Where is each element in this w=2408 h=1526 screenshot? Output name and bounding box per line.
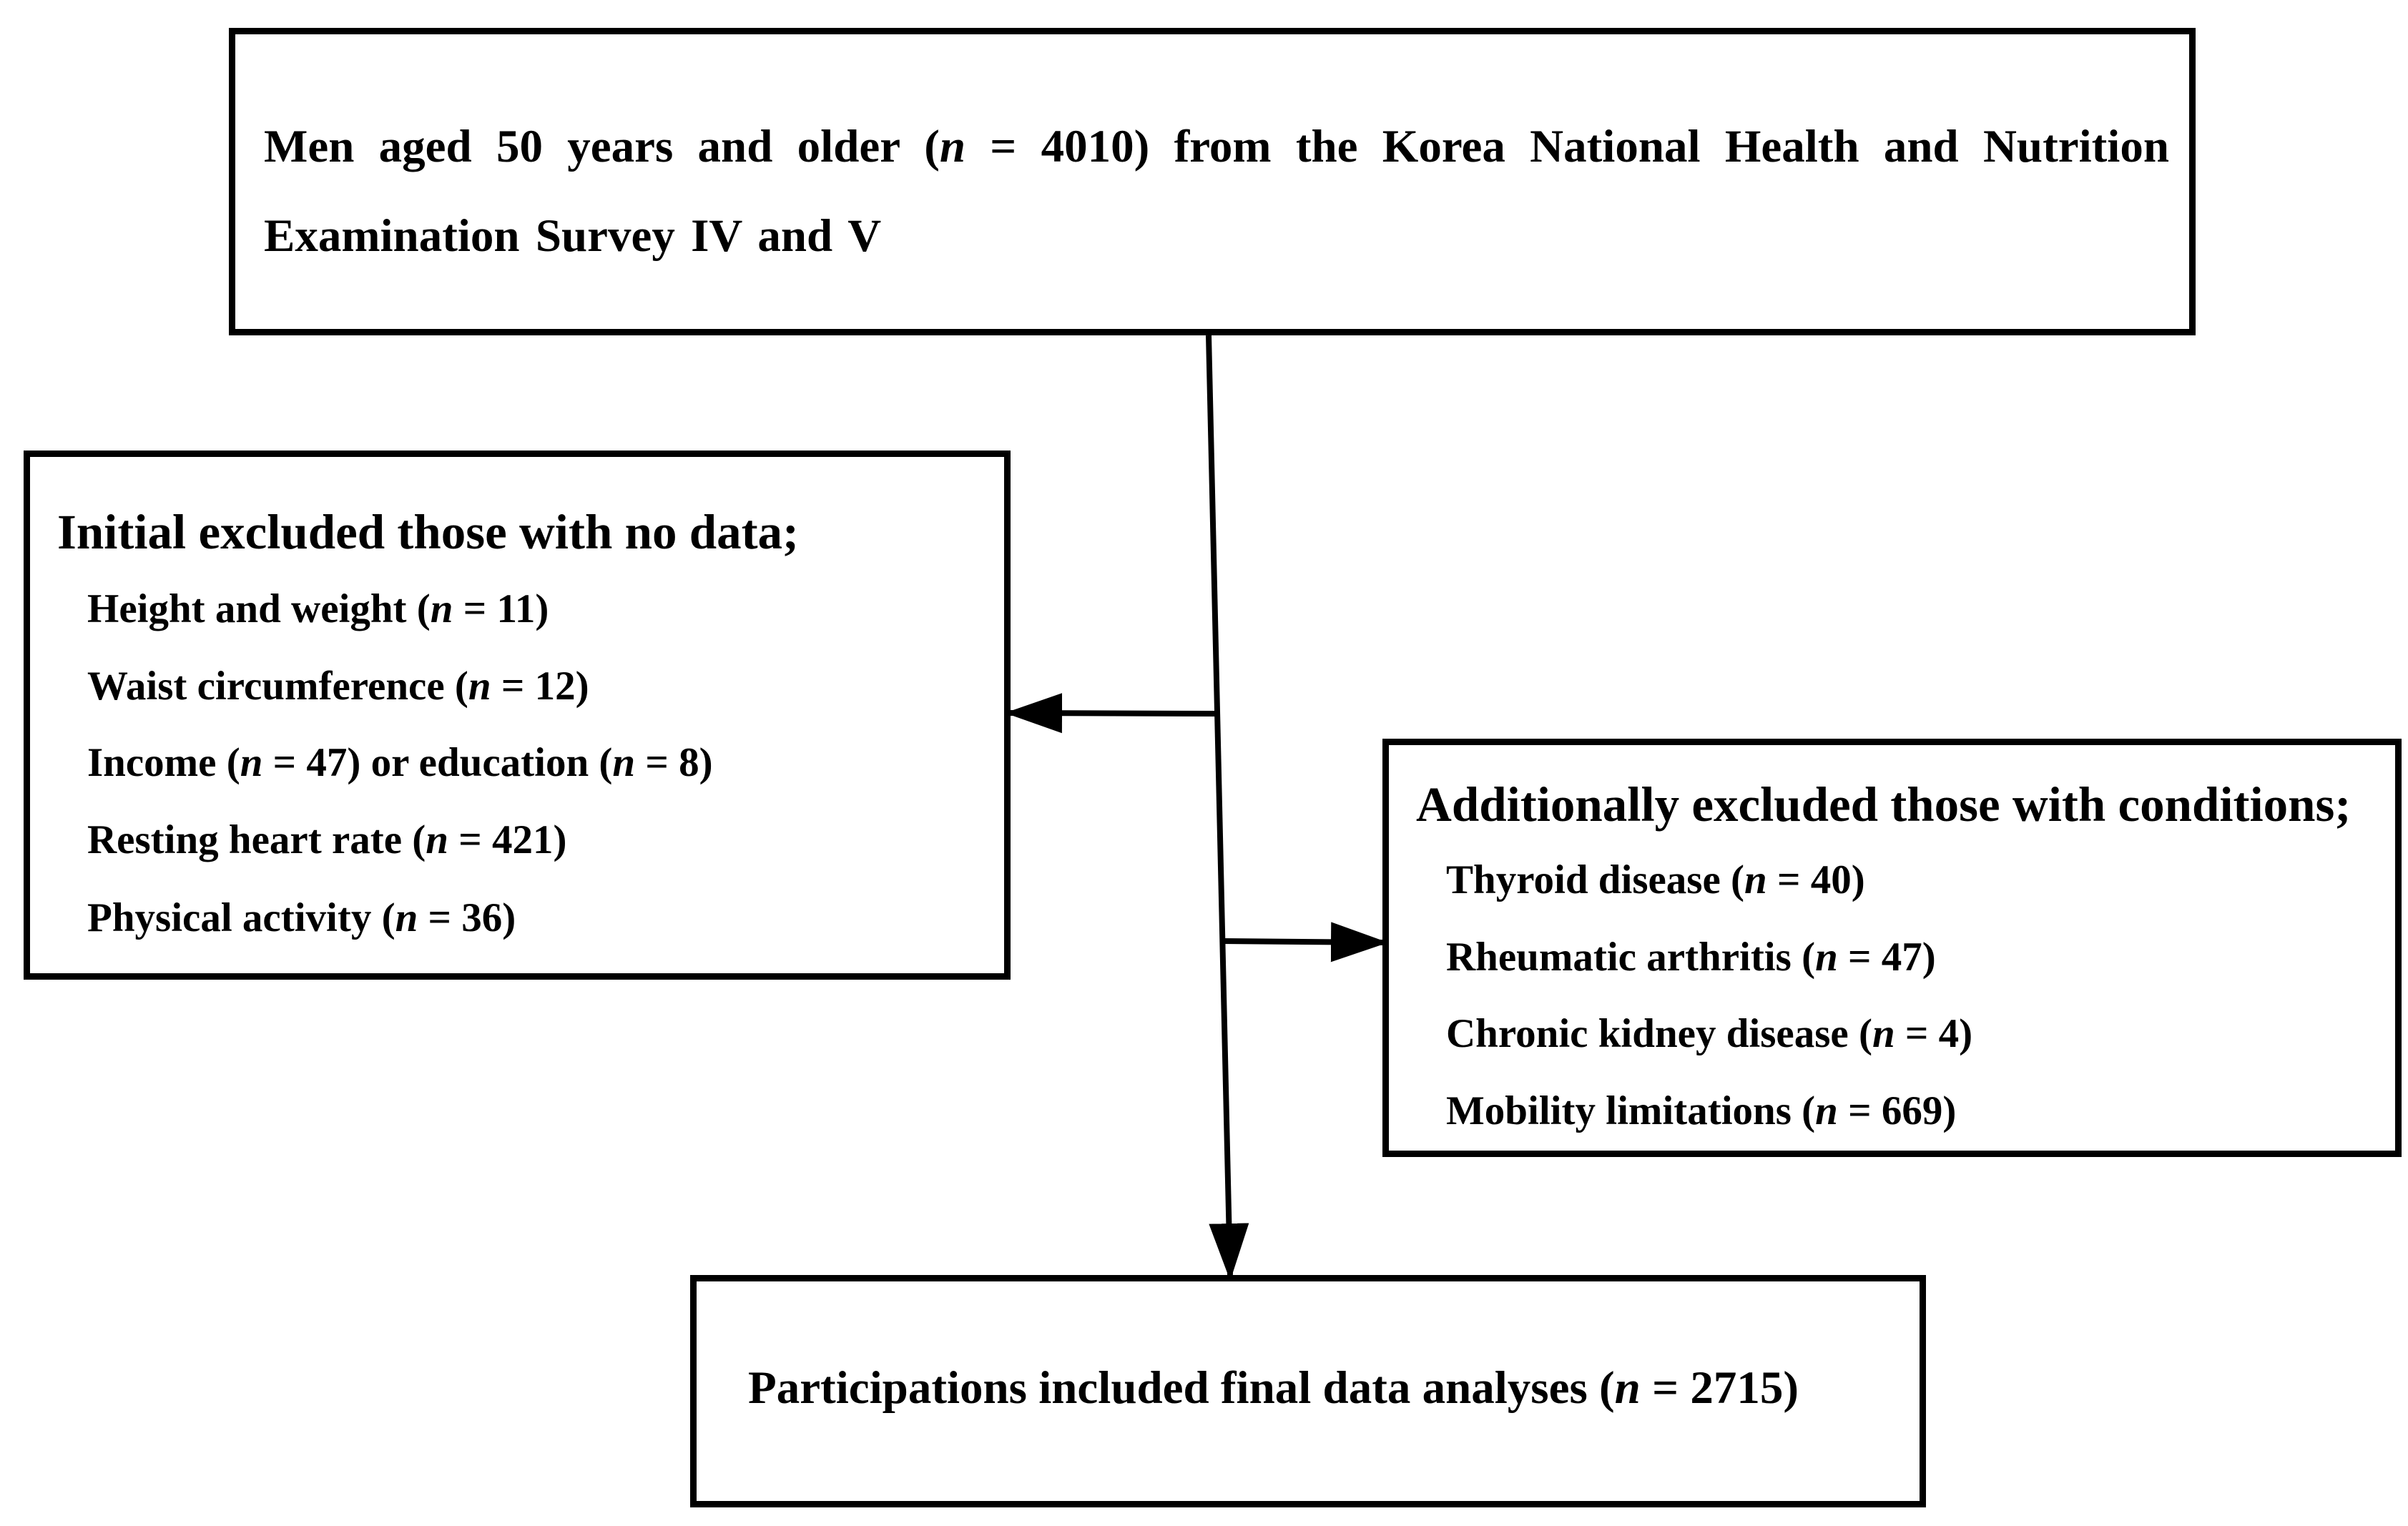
additional-exclusion-item: Mobility limitations (n = 669)	[1446, 1088, 1957, 1133]
left-exclusion-arrow	[1011, 713, 1217, 714]
additional-exclusion-item: Thyroid disease (n = 40)	[1446, 857, 1865, 902]
initial-exclusion-item: Income (n = 47) or education (n = 8)	[87, 740, 713, 785]
source-population-line-2: Examination Survey IV and V	[264, 210, 882, 262]
additional-exclusion-box	[1382, 739, 2402, 1157]
initial-exclusion-heading: Initial excluded those with no data;	[57, 505, 800, 559]
additional-exclusion-heading: Additionally excluded those with conditions;	[1416, 777, 2352, 832]
initial-exclusion-item: Physical activity (n = 36)	[87, 895, 516, 940]
additional-exclusion-item: Rheumatic arthritis (n = 47)	[1446, 935, 1936, 980]
source-population-line-1: Men aged 50 years and older (n = 4010) from the Korea National Health and Nutrition	[264, 121, 2169, 172]
initial-exclusion-item: Resting heart rate (n = 421)	[87, 817, 567, 862]
initial-exclusion-item: Height and weight (n = 11)	[87, 586, 549, 631]
final-sample-box	[690, 1275, 1926, 1507]
final-sample-text: Participations included final data analyses (n = 2715)	[748, 1362, 1799, 1414]
main-flow-arrow	[1209, 335, 1230, 1275]
source-population-box	[229, 28, 2196, 335]
additional-exclusion-item: Chronic kidney disease (n = 4)	[1446, 1011, 1973, 1056]
initial-exclusion-item: Waist circumference (n = 12)	[87, 664, 589, 709]
initial-exclusion-box	[24, 451, 1011, 980]
right-exclusion-arrow	[1222, 941, 1382, 942]
